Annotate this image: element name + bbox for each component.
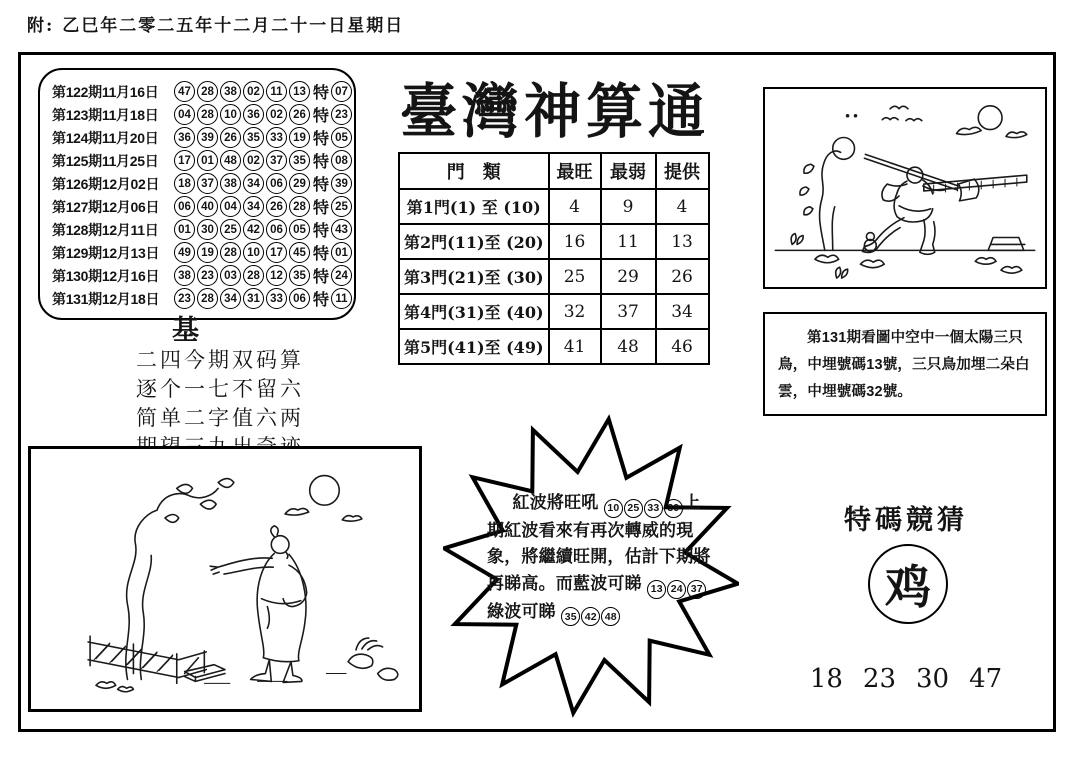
circled-number: 13 [647,580,666,599]
drawn-number: 34 [243,173,264,194]
drawn-number: 01 [197,150,218,171]
special-label: 特 [312,246,329,263]
drawn-number: 06 [266,173,287,194]
drawn-number: 37 [266,150,287,171]
man-head [271,536,289,554]
drawn-number: 37 [197,173,218,194]
draw-label: 第130期12月16日 [52,267,160,284]
result-row [52,218,354,241]
birds-icon [882,106,922,120]
man-beard [286,552,288,558]
draw-label: 第127期12月06日 [52,198,160,215]
drawn-number: 17 [174,150,195,171]
table-header-row [399,153,709,189]
result-row [52,149,354,172]
special-number: 23 [331,104,352,125]
header-hot: 最旺 [549,153,601,189]
special-number: 11 [331,288,352,309]
draw-label: 第122期11月16日 [52,83,159,100]
table-row [399,259,709,294]
drawn-number: 35 [289,150,310,171]
cold-cell: 11 [601,224,656,259]
stone-block [988,238,1025,251]
poem-title: 基 [172,315,199,346]
special-label: 特 [312,154,329,171]
tip-poem [136,316,304,462]
man-robe [257,553,274,657]
offer-cell: 4 [656,189,709,224]
drawn-number: 02 [243,81,264,102]
result-row [52,287,354,310]
category-cell: 第2門(11)至 (20) [399,224,549,259]
drawn-number: 28 [220,242,241,263]
monk-drawing [765,89,1045,287]
drawn-number: 45 [289,242,310,263]
drawn-number: 47 [174,81,195,102]
drawn-number: 35 [289,265,310,286]
monk-sash [899,206,931,211]
drawn-number: 26 [266,196,287,217]
draw-label: 第129期12月13日 [52,244,160,261]
pointing-man-illustration [28,446,422,712]
drawn-number: 03 [220,265,241,286]
circled-number: 25 [624,499,643,518]
drawn-number: 23 [174,288,195,309]
circled-number: 39 [664,499,683,518]
special-label: 特 [312,131,329,148]
special-label: 特 [312,200,329,217]
hot-cell: 4 [549,189,601,224]
drawn-number: 34 [243,196,264,217]
circled-number: 42 [581,607,600,626]
drawn-number: 48 [220,150,241,171]
drawn-number: 34 [220,288,241,309]
cold-cell: 37 [601,294,656,329]
drawn-number: 11 [266,81,287,102]
draw-label: 第126期12月02日 [52,175,160,192]
drawn-number: 26 [220,127,241,148]
offer-cell: 34 [656,294,709,329]
drawn-number: 13 [289,81,310,102]
monk-shoulders [897,180,933,194]
fence [88,636,179,683]
starburst-segment: 紅波將旺吼 [512,493,604,512]
drawn-number: 06 [174,196,195,217]
offer-cell: 46 [656,329,709,364]
drawn-number: 38 [220,173,241,194]
cold-cell: 9 [601,189,656,224]
starburst-text [487,490,715,626]
offer-cell: 13 [656,224,709,259]
drawn-number: 28 [197,104,218,125]
table-row [399,329,709,364]
rooster-tail [356,638,383,650]
category-cell: 第3門(21)至 (30) [399,259,549,294]
drawn-number: 40 [197,196,218,217]
drawn-number: 38 [174,265,195,286]
drawn-number: 36 [243,104,264,125]
drawn-number: 04 [220,196,241,217]
special-label: 特 [312,223,329,240]
tree-trunk [820,151,841,250]
drawn-number: 05 [289,219,310,240]
poem-line: 逐个一七不留六 [136,377,304,401]
picture-note-box: 第131期看圖中空中一個太陽三只鳥，中埋號碼13號，三只鳥加埋二朵白雲，中埋號碼32號。 [763,312,1047,416]
special-number: 05 [331,127,352,148]
man-sash [261,599,300,629]
circled-number: 48 [601,607,620,626]
moon-icon [310,476,340,506]
drawn-number: 31 [243,288,264,309]
header-cold: 最弱 [601,153,656,189]
monk-sleeve [882,184,907,201]
monk-front-leg [862,218,904,253]
monk-back-leg [920,220,935,255]
special-number: 08 [331,150,352,171]
special-label: 特 [312,85,329,102]
table-row [399,224,709,259]
tree-top [833,138,855,160]
man-topknot [271,526,278,537]
cloud-icon [285,508,309,515]
cold-cell: 48 [601,329,656,364]
drawn-number: 06 [289,288,310,309]
drawn-number: 02 [243,150,264,171]
hot-cell: 16 [549,224,601,259]
axe-head [958,179,978,201]
circled-number: 24 [667,580,686,599]
rocks [378,668,398,680]
special-number: 39 [331,173,352,194]
drawn-number: 26 [289,104,310,125]
tree-branch [157,488,218,510]
dot [847,115,849,117]
draw-label: 第123期11月18日 [52,106,159,123]
hot-cell: 25 [549,259,601,294]
drawn-number: 38 [220,81,241,102]
drawn-number: 06 [266,219,287,240]
category-stats-table [398,152,710,365]
dot [855,115,857,117]
drawn-number: 49 [174,242,195,263]
drawn-number: 28 [243,265,264,286]
special-label: 特 [312,177,329,194]
cloud-icon [1006,132,1027,138]
drawn-number: 10 [220,104,241,125]
starburst-segment: 綠波可睇 [487,601,561,621]
special-number: 24 [331,265,352,286]
hot-cell: 41 [549,329,601,364]
hot-cell: 32 [549,294,601,329]
cloud-icon [342,516,362,522]
drawn-number: 12 [266,265,287,286]
leaf-icon [200,500,216,509]
ground-lines [204,674,346,684]
leaf-icon [218,479,234,488]
poem-line: 简单二字值六两 [136,406,304,430]
cold-cell: 29 [601,259,656,294]
guess-number: 23 [862,664,896,694]
header-category: 門 類 [399,153,549,189]
special-label: 特 [312,292,329,309]
drawn-number: 35 [243,127,264,148]
special-number: 07 [331,81,352,102]
circled-number: 37 [687,580,706,599]
drawn-number: 19 [197,242,218,263]
zodiac-circle [868,544,948,624]
result-row [52,264,354,287]
pointing-arm [210,558,273,574]
special-label: 特 [312,108,329,125]
circled-number: 10 [604,499,623,518]
drawn-number: 01 [174,219,195,240]
drawn-number: 33 [266,288,287,309]
starburst-callout [443,410,739,722]
draw-label: 第125期11月25日 [52,152,159,169]
draw-label: 第124期11月20日 [52,129,159,146]
draw-label: 第128期12月11日 [52,221,159,238]
drawn-number: 39 [197,127,218,148]
result-row [52,126,354,149]
drawn-number: 23 [197,265,218,286]
drawn-number: 28 [289,196,310,217]
pointing-man-drawing [31,449,419,709]
drawn-number: 30 [197,219,218,240]
guess-numbers [780,664,1032,694]
rocks [96,682,133,692]
header-offer: 提供 [656,153,709,189]
special-guess-title: 特碼競猜 [844,505,968,535]
result-row [52,241,354,264]
guess-number: 18 [809,664,843,694]
date-line: 附: 乙巳年二零二五年十二月二十一日星期日 [27,16,405,36]
rooster-body [348,654,373,668]
drawn-number: 28 [197,81,218,102]
drawn-number: 28 [197,288,218,309]
drawn-number: 42 [243,219,264,240]
drawn-number: 29 [289,173,310,194]
table-row [399,189,709,224]
guess-number: 30 [916,664,950,694]
monk-illustration [763,87,1047,289]
special-number: 25 [331,196,352,217]
monk-robe [894,193,933,222]
results-rows [52,80,354,310]
category-cell: 第4門(31)至 (40) [399,294,549,329]
fence [179,651,207,678]
drawn-number: 10 [243,242,264,263]
drawn-number: 33 [266,127,287,148]
man-feet [251,660,302,683]
drawn-number: 04 [174,104,195,125]
starburst-segment: 上期紅波看來有再次轉威的現象，將繼續旺開，估計下期將再睇高。而藍波可睇 [487,493,711,593]
draw-label: 第131期12月18日 [52,290,160,307]
drawn-number: 19 [289,127,310,148]
special-label: 特 [312,269,329,286]
leaf-icon [165,514,179,522]
category-cell: 第5門(41)至 (49) [399,329,549,364]
drawn-number: 17 [266,242,287,263]
zodiac-character: 鸡 [885,560,931,614]
drawn-number: 02 [266,104,287,125]
past-results-box [38,68,356,320]
staff [864,154,958,190]
page-title: 臺灣神算通 [400,76,710,147]
drawn-number: 25 [220,219,241,240]
poem-lines [136,346,304,462]
result-row [52,80,354,103]
offer-cell: 26 [656,259,709,294]
poem-line: 二四今期双码算 [136,348,304,372]
sun-icon [978,106,1002,130]
result-row [52,172,354,195]
leaf-icon [800,164,814,215]
guess-number: 47 [969,664,1003,694]
leaf-icon [177,484,193,493]
result-row [52,195,354,218]
circled-number: 35 [561,607,580,626]
result-row [52,103,354,126]
special-number: 01 [331,242,352,263]
table-row [399,294,709,329]
drawn-number: 18 [174,173,195,194]
drawn-number: 36 [174,127,195,148]
cloud-icon [956,127,981,134]
circled-number: 33 [644,499,663,518]
category-cell: 第1門(1) 至 (10) [399,189,549,224]
special-number: 43 [331,219,352,240]
